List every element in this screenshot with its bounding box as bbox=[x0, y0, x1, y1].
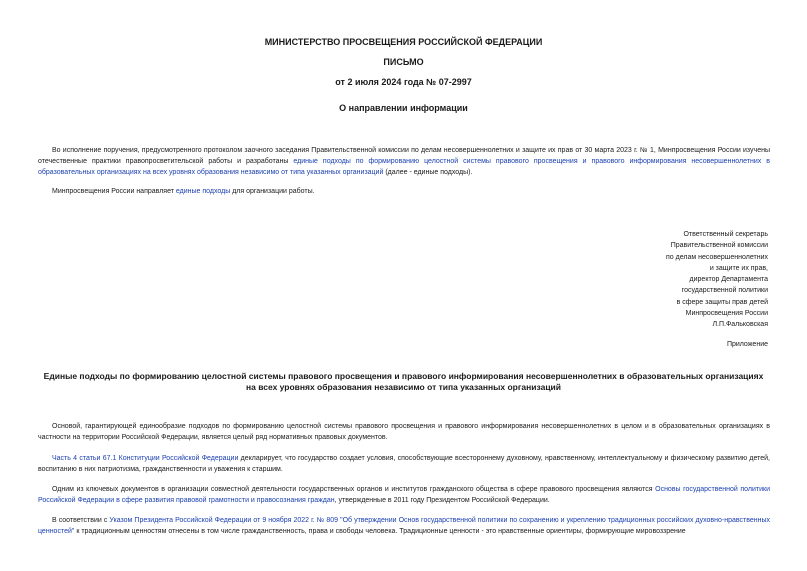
appendix-p2-tail: декларирует, что государство создает условия, способствующие всестороннему духовному, нравственному, интеллектуальному и физическому развитию детей, воспитанию в них патриотизма, гражданственности и уважения к старшим. bbox=[38, 455, 770, 473]
doc-type-heading: ПИСЬМО bbox=[383, 57, 424, 67]
appendix-paragraph-1: Основой, гарантирующей единообразие подходов по формированию целостной системы правового просвещения и правового информирования несовершеннолетних в целом и в образовательных организациях в частности на территории Российской Федерации, является целый ряд нормативных правовых документов. bbox=[38, 423, 770, 441]
signature-line: и защите их прав, bbox=[709, 264, 768, 272]
subject-heading: О направлении информации bbox=[339, 103, 468, 113]
appendix-p3-text: Одним из ключевых документов в организации совместной деятельности государственных органов и институтов гражданского общества в сфере правового просвещения являются bbox=[52, 486, 656, 493]
appendix-paragraph-2 bbox=[38, 453, 770, 475]
appendix-paragraph-3 bbox=[38, 484, 770, 506]
appendix-paragraph-4 bbox=[38, 515, 770, 537]
appendix-p4-text: В соответствии с bbox=[52, 517, 110, 524]
letter-paragraph-1 bbox=[38, 145, 770, 178]
date-number-heading: от 2 июля 2024 года № 07-2997 bbox=[335, 77, 472, 87]
signature-line: Правительственной комиссии bbox=[670, 242, 768, 250]
signature-line: по делам несовершеннолетних bbox=[666, 253, 768, 261]
signature-line: государственной политики bbox=[681, 287, 768, 295]
signature-block bbox=[608, 229, 768, 331]
signature-name: Л.П.Фальковская bbox=[712, 321, 768, 329]
signature-line: Минпросвещения России bbox=[685, 310, 768, 318]
unified-approaches-short-link[interactable]: единые подходы bbox=[175, 188, 231, 195]
signature-line: в сфере защиты прав детей bbox=[676, 298, 768, 306]
appendix-p3-tail: , утвержденные в 2011 году Президентом Российской Федерации. bbox=[334, 497, 550, 504]
presidential-decree-link[interactable]: Указом Президента Российской Федерации от 9 ноября 2022 г. № 809 "Об утверждении Основ государственной политики по сохранению и укреплению традиционных российских духовно-нравственных ценностей" bbox=[38, 517, 771, 535]
signature-line: директор Департамента bbox=[689, 276, 768, 284]
letter-paragraph-2 bbox=[38, 186, 770, 197]
unified-approaches-link[interactable]: единые подходы по формированию целостной системы правового просвещения и правового информирования несовершеннолетних в образовательных организациях на всех уровнях образования независимо от типа указанных организаций bbox=[38, 158, 770, 176]
letter-p1-tail: (далее - единые подходы). bbox=[383, 169, 473, 176]
letter-p2-text: Минпросвещения России направляет bbox=[52, 188, 176, 195]
constitution-link[interactable]: Часть 4 статьи 67.1 Конституции Российской Федерации bbox=[52, 455, 239, 462]
letter-p1-text: Во исполнение поручения, предусмотренного протоколом заочного заседания Правительственной комиссии по делам несовершеннолетних и защите их прав от 30 марта 2023 г. № 1, Минпросвещения России изучены отечественные практики правопросветительской работы и разработаны bbox=[38, 147, 770, 165]
signature-line: Ответственный секретарь bbox=[683, 231, 768, 238]
appendix-p4-tail: к традиционным ценностям отнесены в том числе гражданственность, права и свободы человека. Традиционные ценности - это нравственные ориентиры, формирующие мировоззрение bbox=[74, 528, 686, 535]
legal-literacy-policy-link[interactable]: Основы государственной политики Российской Федерации в сфере развития правовой грамотности и правосознания граждан bbox=[38, 486, 770, 504]
ministry-heading: МИНИСТЕРСТВО ПРОСВЕЩЕНИЯ РОССИЙСКОЙ ФЕДЕРАЦИИ bbox=[264, 37, 543, 47]
appendix-title: Единые подходы по формированию целостной системы правового просвещения и правового информирования несовершеннолетних в образовательных организациях на всех уровнях образования независимо от типа указанных организаций bbox=[43, 371, 764, 392]
appendix-label: Приложение bbox=[726, 341, 768, 348]
letter-p2-tail: для организации работы. bbox=[230, 188, 315, 195]
